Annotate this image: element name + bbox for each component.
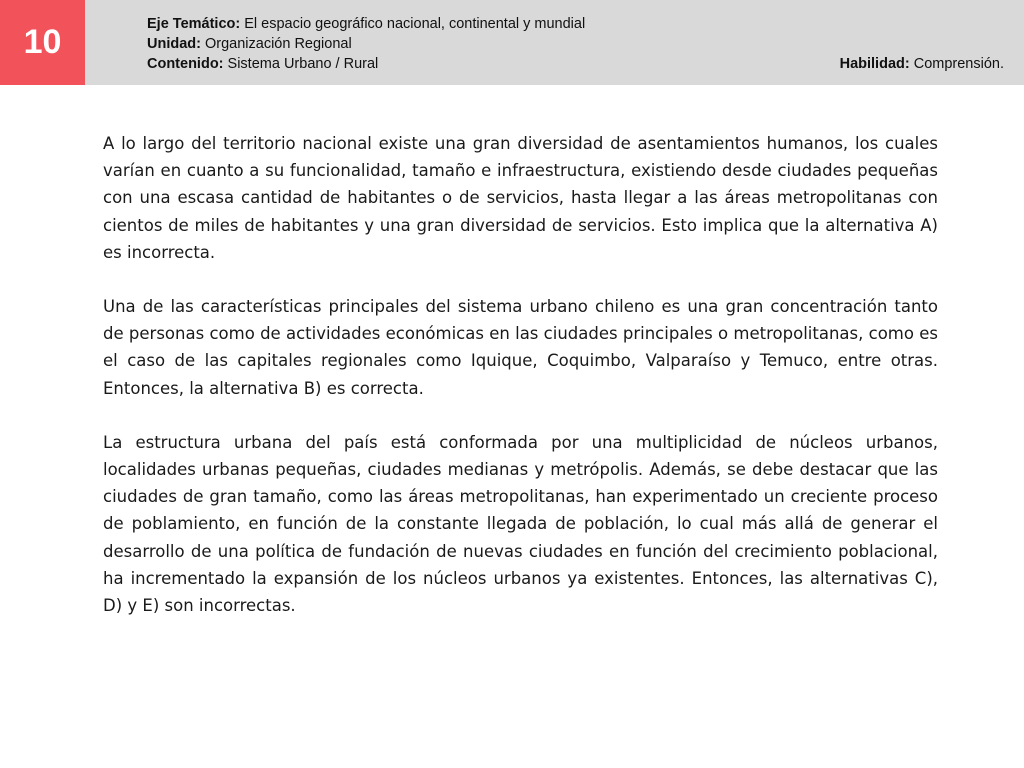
eje-tematico-value: El espacio geográfico nacional, continental y mundial: [240, 16, 586, 32]
paragraph-2: Una de las características principales del sistema urbano chileno es una gran concentración tanto de personas como de actividades económicas en las ciudades principales o metropolitanas, como es el caso de las capitales regionales como Iquique, Coquimbo, Valparaíso y Temuco, entre otras. Entonces, la alternativa B) es correcta.: [103, 297, 938, 398]
contenido-value: Sistema Urbano / Rural: [223, 56, 379, 72]
contenido-line: [147, 54, 585, 74]
habilidad-label: Habilidad:: [839, 56, 910, 72]
eje-tematico-line: [147, 14, 585, 34]
unidad-value: Organización Regional: [200, 36, 352, 52]
paragraph-3: La estructura urbana del país está conformada por una multiplicidad de núcleos urbanos, localidades urbanas pequeñas, ciudades medianas y metrópolis. Además, se debe destacar que las ciudades de gran tamaño, como las áreas metropolitanas, han experimentado un creciente proceso de poblamiento, en función de la constante llegada de población, lo cual más allá de generar el desarrollo de una política de fundación de nuevas ciudades en función del crecimiento poblacional, ha incrementado la expansión de los núcleos urbanos ya existentes. Entonces, las alternativas C), D) y E) son incorrectas.: [103, 432, 938, 616]
explanation-text: [103, 130, 938, 646]
unidad-label: Unidad:: [147, 36, 201, 52]
question-number-badge: 10: [0, 0, 85, 85]
unidad-line: [147, 34, 585, 54]
contenido-label: Contenido:: [147, 56, 224, 72]
eje-tematico-label: Eje Temático:: [147, 16, 241, 32]
header-bar: [0, 0, 1024, 85]
habilidad-line: [840, 54, 1004, 74]
habilidad-value: Comprensión.: [909, 56, 1004, 72]
paragraph-1: A lo largo del territorio nacional existe una gran diversidad de asentamientos humanos, los cuales varían en cuanto a su funcionalidad, tamaño e infraestructura, existiendo desde ciudades pequeñas con una escasa cantidad de habitantes o de servicios, hasta llegar a las áreas metropolitanas con cientos de miles de habitantes y una gran diversidad de servicios. Esto implica que la alternativa A) es incorrecta.: [103, 134, 938, 262]
topic-info: [147, 14, 585, 74]
